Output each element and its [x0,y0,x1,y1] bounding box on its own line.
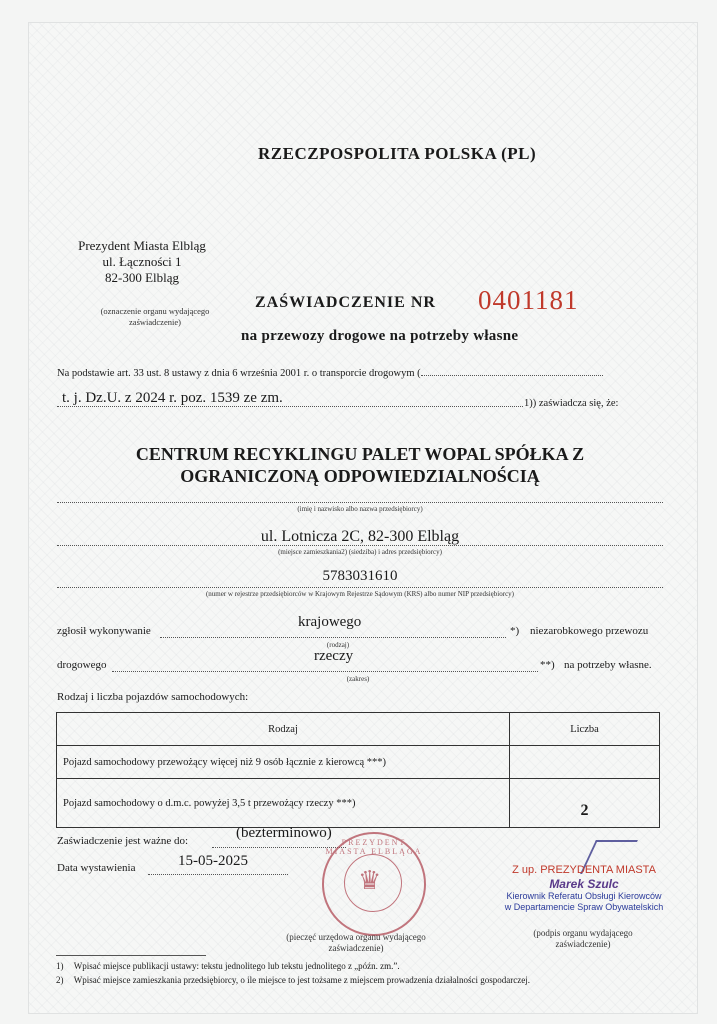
reported-label: zgłosił wykonywanie [57,625,151,637]
legal-basis-text: Na podstawie art. 33 ust. 8 ustawy z dnia 6 września 2001 r. o transporcie drogowym ( [57,368,421,379]
footnote-mark: 1) [56,961,64,971]
scope-value: krajowego [298,614,362,630]
road-label: drogowego [57,659,107,671]
legal-basis-dots [421,375,603,376]
vehicles-table [56,712,660,828]
address-caption: (miejsce zamieszkania2) (siedziba) i adres przedsiębiorcy) [278,548,442,556]
signer-name: Marek Szulc [549,877,619,891]
company-name-line-2: OGRANICZONĄ ODPOWIEDZIALNOŚCIĄ [180,466,540,486]
legal-basis [57,368,667,379]
scope-line [160,637,506,638]
row-count [510,746,660,779]
table-row [57,746,660,779]
company-address: ul. Lotnicza 2C, 82-300 Elbląg [260,528,460,545]
stamp-text: PREZYDENT MIASTA ELBLĄGA [325,838,423,856]
company-name-caption: (imię i nazwisko albo nazwa przedsiębiorcy) [297,505,423,513]
row-type: Pojazd samochodowy o d.m.c. powyżej 3,5 t przewożący rzeczy ***) [57,779,510,828]
row-count: 2 [510,779,660,828]
scope-tail: niezarobkowego przewozu [530,625,649,637]
footnote-rule [56,955,206,956]
address-line [57,545,663,546]
validity-label: Zaświadczenie jest ważne do: [57,835,189,847]
nip-caption: (numer w rejestrze przedsiębiorców w Krajowym Rejestrze Sądowym (KRS) albo numer NIP przedsiębiorcy) [205,590,515,598]
scope-caption: (rodzaj) [326,641,350,649]
law-tail: 1)) zaświadcza się, że: [524,398,619,409]
certificate-number: 0401181 [478,285,579,315]
footnote-2 [56,975,530,985]
footnote-text: Wpisać miejsce zamieszkania przedsiębiorcy, o ile miejsce to jest tożsame z miejscem prowadzenia działalności gospodarczej. [73,975,530,985]
company-name-line [57,502,663,503]
table-row [57,779,660,828]
issuer-line-1: Prezydent Miasta Elbląg [78,238,206,253]
col-type-header: Rodzaj [57,713,510,746]
validity-value: (bezterminowo) [236,825,332,841]
company-nip: 5783031610 [322,568,398,584]
cargo-tail: na potrzeby własne. [564,659,652,671]
certificate-subtitle: na przewozy drogowe na potrzeby własne [241,328,519,344]
signer-stamp [486,864,682,913]
signer-role-1: Kierownik Referatu Obsługi Kierowców [506,891,662,901]
stamp-caption: (pieczęć urzędowa organu wydającego zaświadczenie) [286,932,426,953]
issuer-block [62,238,222,286]
issuer-line-2: ul. Łączności 1 [102,254,182,269]
issue-date-label: Data wystawienia [57,862,136,874]
official-round-stamp [322,832,426,936]
footnote-text: Wpisać miejsce publikacji ustawy: tekstu jednolitego lub tekstu jednolitego z „późn. zm.”. [73,961,400,971]
country-title: RZECZPOSPOLITA POLSKA (PL) [258,144,537,163]
law-dotted-line [57,406,523,407]
law-reference: t. j. Dz.U. z 2024 r. poz. 1539 ze zm. [62,390,283,406]
cargo-caption: (zakres) [346,675,370,683]
scope-mark: *) [510,625,520,637]
nip-line [57,587,663,588]
issue-date-line [148,874,288,875]
cargo-value: rzeczy [314,648,354,664]
signature-caption: (podpis organu wydającego zaświadczenie) [533,928,633,949]
table-header-row [57,713,660,746]
issuer-line-3: 82-300 Elbląg [104,270,179,285]
company-name-line-1: CENTRUM RECYKLINGU PALET WOPAL SPÓŁKA Z [135,444,585,464]
signer-authority: Z up. PREZYDENTA MIASTA [512,864,656,876]
signer-role-2: w Departamencie Spraw Obywatelskich [504,902,664,912]
issuer-note: (oznaczenie organu wydającego zaświadczenie) [100,306,210,327]
footnote-mark: 2) [56,975,64,985]
cargo-line [112,671,538,672]
row-type: Pojazd samochodowy przewożący więcej niż 9 osób łącznie z kierowcą ***) [57,746,510,779]
vehicles-heading: Rodzaj i liczba pojazdów samochodowych: [57,691,249,703]
certificate-title: ZAŚWIADCZENIE NR [255,294,436,311]
issue-date-value: 15-05-2025 [178,853,248,869]
cargo-mark: **) [540,659,555,671]
footnote-1 [56,961,400,971]
company-name [60,443,660,487]
eagle-icon: ♛ [358,866,382,895]
col-count-header: Liczba [510,713,660,746]
